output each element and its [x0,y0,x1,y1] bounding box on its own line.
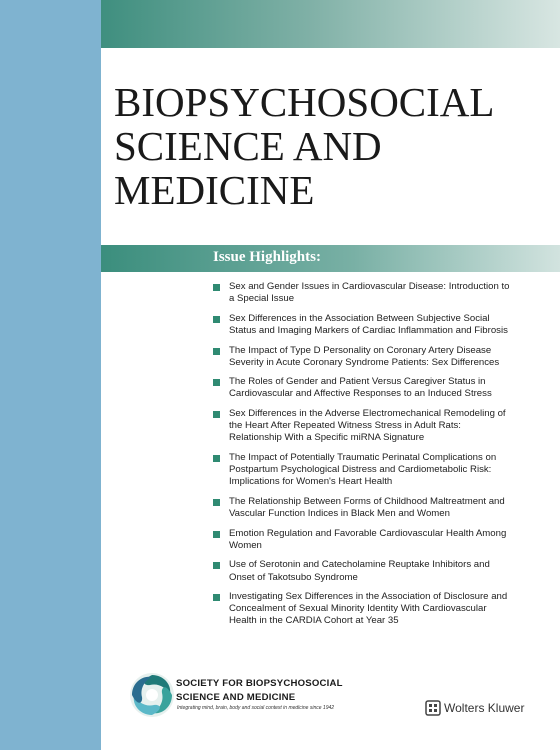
highlight-item [213,281,513,305]
society-name-line: SCIENCE AND MEDICINE [176,692,296,703]
highlight-text: The Impact of Type D Personality on Coronary Artery Disease Severity in Acute Coronary Syndrome Patients: Sex Differences [229,344,500,368]
society-name [176,677,343,705]
square-bullet-icon [213,594,220,601]
highlight-item [213,408,513,444]
highlight-item [213,528,513,552]
highlight-text: The Relationship Between Forms of Childhood Maltreatment and Vascular Function Indices in Black Men and Women [229,495,505,519]
highlight-item [213,559,513,583]
square-bullet-icon [213,316,220,323]
highlight-text: The Impact of Potentially Traumatic Perinatal Complications on Postpartum Psychological Distress and Cardiometabolic Risk: Implications for Women's Heart Health [229,452,497,488]
square-bullet-icon [213,284,220,291]
issue-highlights-list [213,281,513,635]
publisher-mark [425,699,524,717]
highlight-text: Sex and Gender Issues in Cardiovascular Disease: Introduction to a Special Issue [229,281,510,305]
top-gradient-band [101,0,560,48]
square-bullet-icon [213,499,220,506]
highlight-item [213,376,513,400]
highlight-item [213,452,513,488]
issue-highlights-band [101,245,560,272]
highlight-text: Investigating Sex Differences in the Association of Disclosure and Concealment of Sexual Minority Identity With Cardiovascular Health in the CARDIA Cohort at Year 35 [229,591,508,627]
issue-highlights-heading: Issue Highlights: [213,249,321,265]
square-bullet-icon [213,348,220,355]
square-bullet-icon [213,379,220,386]
highlight-text: Emotion Regulation and Favorable Cardiovascular Health Among Women [229,527,507,551]
highlight-item [213,313,513,337]
left-color-bar [0,0,101,750]
journal-title [114,80,554,212]
highlight-item [213,591,513,627]
highlight-text: Sex Differences in the Association Between Subjective Social Status and Imaging Markers of Cardiac Inflammation and Fibrosis [229,312,508,336]
square-bullet-icon [213,411,220,418]
highlight-item [213,345,513,369]
square-bullet-icon [213,562,220,569]
journal-title-line: BIOPSYCHOSOCIAL [114,79,495,125]
wolters-kluwer-logo-icon [425,700,441,716]
journal-title-line: MEDICINE [114,167,315,213]
swirl-logo-icon [128,671,176,719]
society-name-line: SOCIETY FOR BIOPSYCHOSOCIAL [176,678,343,689]
square-bullet-icon [213,531,220,538]
square-bullet-icon [213,455,220,462]
highlight-item [213,496,513,520]
publisher-name: Wolters Kluwer [444,701,525,715]
journal-title-line: SCIENCE AND [114,123,382,169]
society-tagline: Integrating mind, brain, body and social context in medicine since 1942 [177,705,335,711]
highlight-text: Sex Differences in the Adverse Electromechanical Remodeling of the Heart After Repeated Witness Stress in Adult Rats: Relationship With a Specific miRNA Signature [229,408,506,444]
highlight-text: Use of Serotonin and Catecholamine Reuptake Inhibitors and Onset of Takotsubo Syndrome [229,559,490,583]
highlight-text: The Roles of Gender and Patient Versus Caregiver Status in Cardiovascular and Affective Responses to an Induced Stress [229,376,492,400]
